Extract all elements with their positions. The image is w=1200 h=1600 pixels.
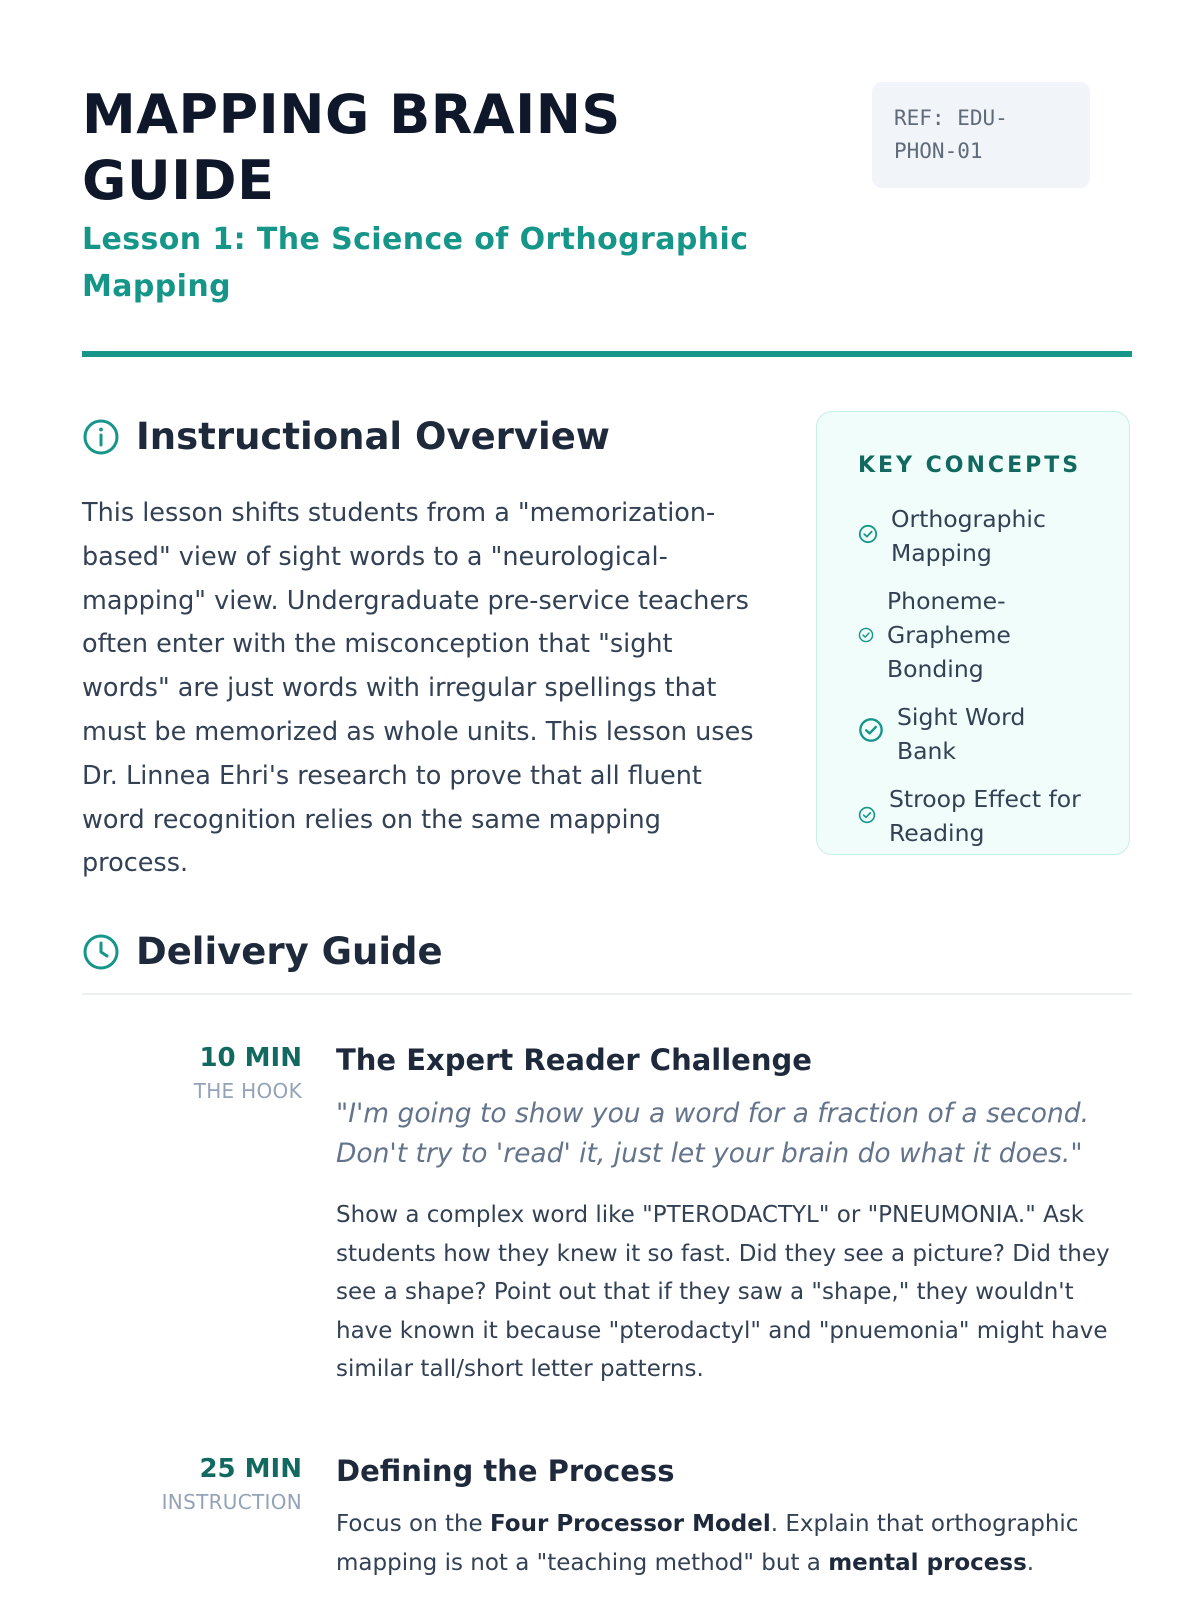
- step-title: The Expert Reader Challenge: [336, 1043, 812, 1077]
- concept-item: [858, 584, 1089, 686]
- check-circle-icon: [858, 519, 878, 553]
- concept-label: Stroop Effect for Reading: [889, 785, 1081, 847]
- key-concepts-title: KEY CONCEPTS: [858, 453, 1082, 478]
- clock-icon: [82, 933, 120, 971]
- page-title: MAPPING BRAINS GUIDE: [82, 83, 621, 212]
- delivery-heading: [82, 930, 443, 973]
- step-phase: THE HOOK: [193, 1079, 302, 1103]
- step-duration: [162, 1451, 302, 1517]
- overview-heading-text: Instructional Overview: [136, 415, 610, 458]
- lesson-subtitle: Lesson 1: The Science of Orthographic Mapping: [82, 222, 749, 304]
- info-circle-icon: [82, 418, 120, 456]
- reference-code-badge: REF: EDU-PHON-01: [872, 82, 1090, 188]
- delivery-divider: [82, 993, 1132, 995]
- step-content: [336, 1040, 1132, 1389]
- step-minutes: 10 MIN: [199, 1043, 302, 1073]
- step-duration: [194, 1040, 302, 1106]
- step-quote: "I'm going to show you a word for a fraction of a second. Don't try to 'read' it, just let your brain do what it does.": [336, 1098, 1090, 1169]
- concept-item: [858, 700, 1089, 768]
- step-body-text: .: [1026, 1549, 1035, 1576]
- step-phase: INSTRUCTION: [161, 1490, 302, 1514]
- concept-label: Phoneme-Grapheme Bonding: [887, 587, 1011, 683]
- concept-label: Sight Word Bank: [897, 703, 1026, 765]
- check-circle-icon: [858, 799, 876, 833]
- check-circle-icon: [858, 618, 874, 652]
- step-body-text: . Explain that orthographic mapping is not a "teaching method" but a: [336, 1511, 1079, 1576]
- step-body-emphasis: mental process: [828, 1549, 1027, 1576]
- step-body-emphasis: Four Processor Model: [490, 1511, 771, 1537]
- concept-label: Orthographic Mapping: [891, 505, 1046, 567]
- step-body: [336, 1505, 1132, 1582]
- check-circle-icon: [858, 717, 884, 752]
- concept-item: [858, 782, 1089, 850]
- overview-paragraph: This lesson shifts students from a "memorization-based" view of sight words to a "neurological-mapping" view. Undergraduate pre-service teachers often enter with the misconception that "sight words" are just words with irregular spellings that must be memorized as whole units. This lesson uses Dr. Linnea Ehri's research to prove that all fluent word recognition relies on the same mapping process.: [82, 498, 754, 879]
- step-body-text: Focus on the: [336, 1511, 491, 1537]
- step-title: Defining the Process: [336, 1454, 675, 1488]
- concept-item: [858, 502, 1089, 570]
- step-content: [336, 1451, 1132, 1582]
- overview-heading: [82, 415, 610, 458]
- key-concepts-list: [858, 502, 1089, 850]
- header-divider: [82, 351, 1132, 357]
- lesson-guide-page: [82, 0, 1132, 1600]
- step-minutes: 25 MIN: [199, 1454, 302, 1484]
- step-body: Show a complex word like "PTERODACTYL" or "PNEUMONIA." Ask students how they knew it so fast. Did they see a picture? Did they see a shape? Point out that if they saw a "shape," they wouldn't have known it because "pterodactyl" and "pnuemonia" might have similar tall/short letter patterns.: [336, 1202, 1110, 1382]
- delivery-heading-text: Delivery Guide: [136, 930, 443, 973]
- key-concepts-card: [816, 411, 1130, 855]
